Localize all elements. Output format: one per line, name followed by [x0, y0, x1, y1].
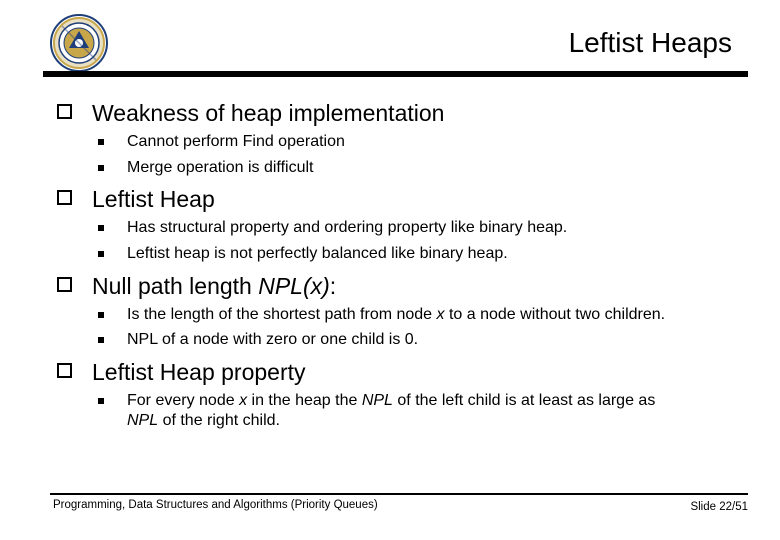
university-seal-icon — [50, 14, 108, 72]
checkbox-bullet-icon — [57, 190, 72, 205]
slide-number: Slide 22/51 — [690, 501, 748, 513]
checkbox-bullet-icon — [57, 277, 72, 292]
footer-course: Programming, Data Structures and Algorithms (Priority Queues) — [53, 499, 378, 511]
slide-title: Leftist Heaps — [568, 27, 732, 58]
title-divider — [43, 71, 748, 77]
square-bullet-icon — [98, 312, 104, 318]
footer-divider — [50, 493, 748, 495]
checkbox-bullet-icon — [57, 104, 72, 119]
square-bullet-icon — [98, 398, 104, 404]
square-bullet-icon — [98, 165, 104, 171]
checkbox-bullet-icon — [57, 363, 72, 378]
square-bullet-icon — [98, 337, 104, 343]
square-bullet-icon — [98, 251, 104, 257]
square-bullet-icon — [98, 225, 104, 231]
square-bullet-icon — [98, 139, 104, 145]
